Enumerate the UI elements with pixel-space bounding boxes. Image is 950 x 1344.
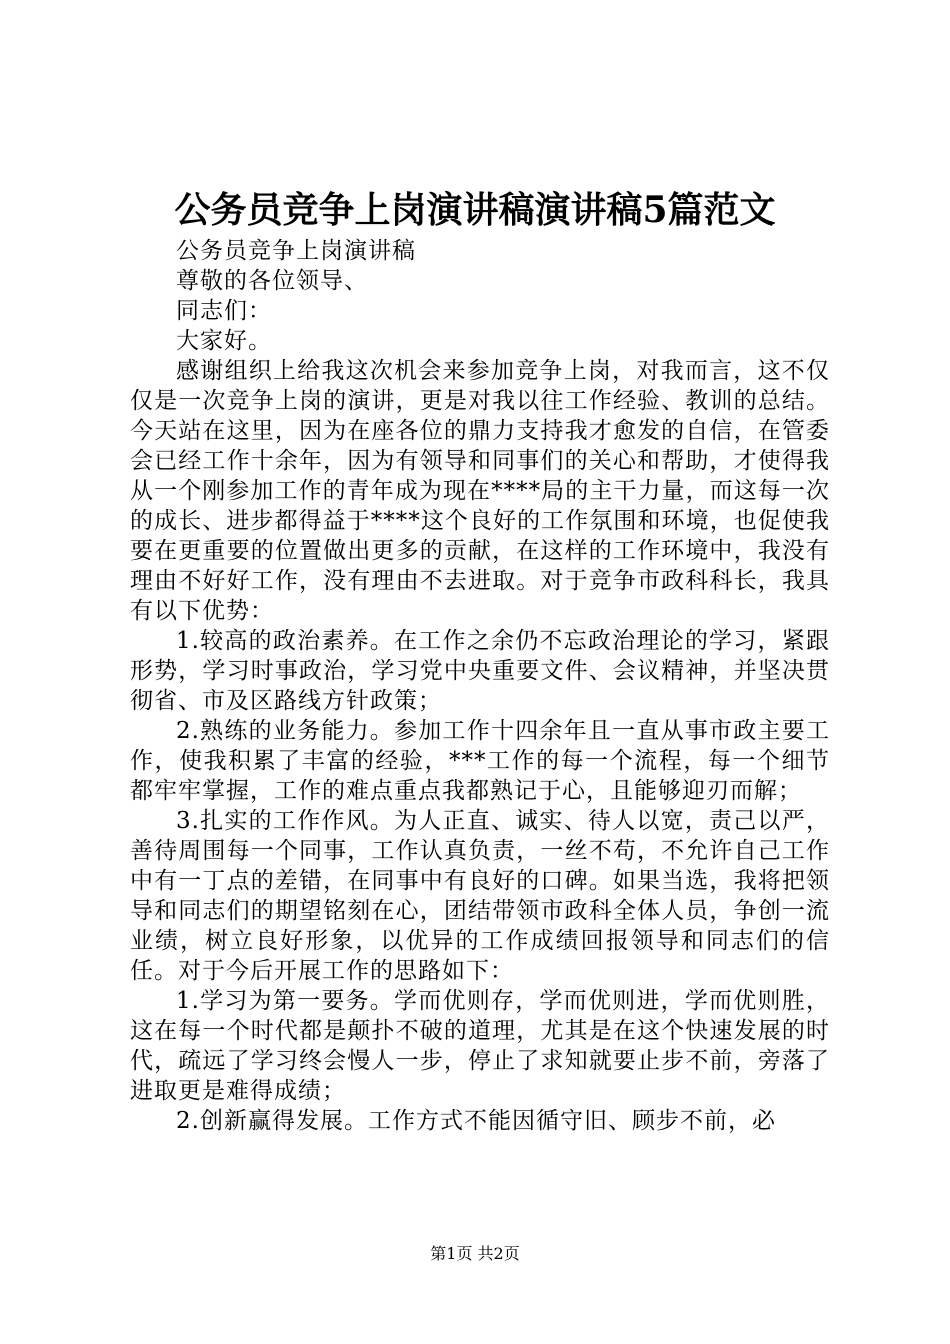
paragraph-plan-1: 1.学习为第一要务。学而优则存，学而优则进，学而优则胜，这在每一个时代都是颠扑不破的道理，尤其是在这个快速发展的时代，疏远了学习终会慢人一步，停止了求知就要止步不前，旁落了进取更是难得成绩； — [130, 988, 830, 1104]
paragraph-advantage-1: 1.较高的政治素养。在工作之余仍不忘政治理论的学习，紧跟形势，学习时事政治，学习党中央重要文件、会议精神，并坚决贯彻省、市及区路线方针政策； — [130, 628, 830, 714]
paragraph-salutation: 尊敬的各位领导、 — [176, 268, 368, 294]
paragraph-plan-2: 2.创新赢得发展。工作方式不能因循守旧、顾步不前，必 — [176, 1108, 776, 1134]
paragraph-advantage-2: 2.熟练的业务能力。参加工作十四余年且一直从事市政主要工作，使我积累了丰富的经验，***工作的每一个流程，每一个细节都牢牢掌握，工作的难点重点我都熟记于心，且能够迎刃而解； — [130, 718, 830, 804]
paragraph-advantage-3: 3.扎实的工作作风。为人正直、诚实、待人以宽，责己以严，善待周围每一个同事，工作认真负责，一丝不苟，不允许自己工作中有一丁点的差错，在同事中有良好的口碑。如果当选，我将把领导和同志们的期望铭刻在心，团结带领市政科全体人员，争创一流业绩，树立良好形象，以优异的工作成绩回报领导和同志们的信任。对于今后开展工作的思路如下： — [130, 808, 830, 984]
document-title: 公务员竞争上岗演讲稿演讲稿5篇范文 — [174, 189, 776, 231]
paragraph-subtitle: 公务员竞争上岗演讲稿 — [176, 238, 416, 264]
paragraph-salutation-2: 同志们： — [176, 298, 272, 324]
paragraph-greeting: 大家好。 — [176, 328, 272, 354]
page-footer: 第1页 共2页 — [430, 1244, 520, 1263]
document-body — [130, 236, 830, 1136]
paragraph-intro: 感谢组织上给我这次机会来参加竞争上岗，对我而言，这不仅仅是一次竞争上岗的演讲，更是对我以往工作经验、教训的总结。今天站在这里，因为在座各位的鼎力支持我才愈发的自信，在管委会已经工作十余年，因为有领导和同事们的关心和帮助，才使得我从一个刚参加工作的青年成为现在****局的主干力量，而这每一次的成长、进步都得益于****这个良好的工作氛围和环境，也促使我要在更重要的位置做出更多的贡献，在这样的工作环境中，我没有理由不好好工作，没有理由不去进取。对于竞争市政科科长，我具有以下优势： — [130, 358, 830, 624]
